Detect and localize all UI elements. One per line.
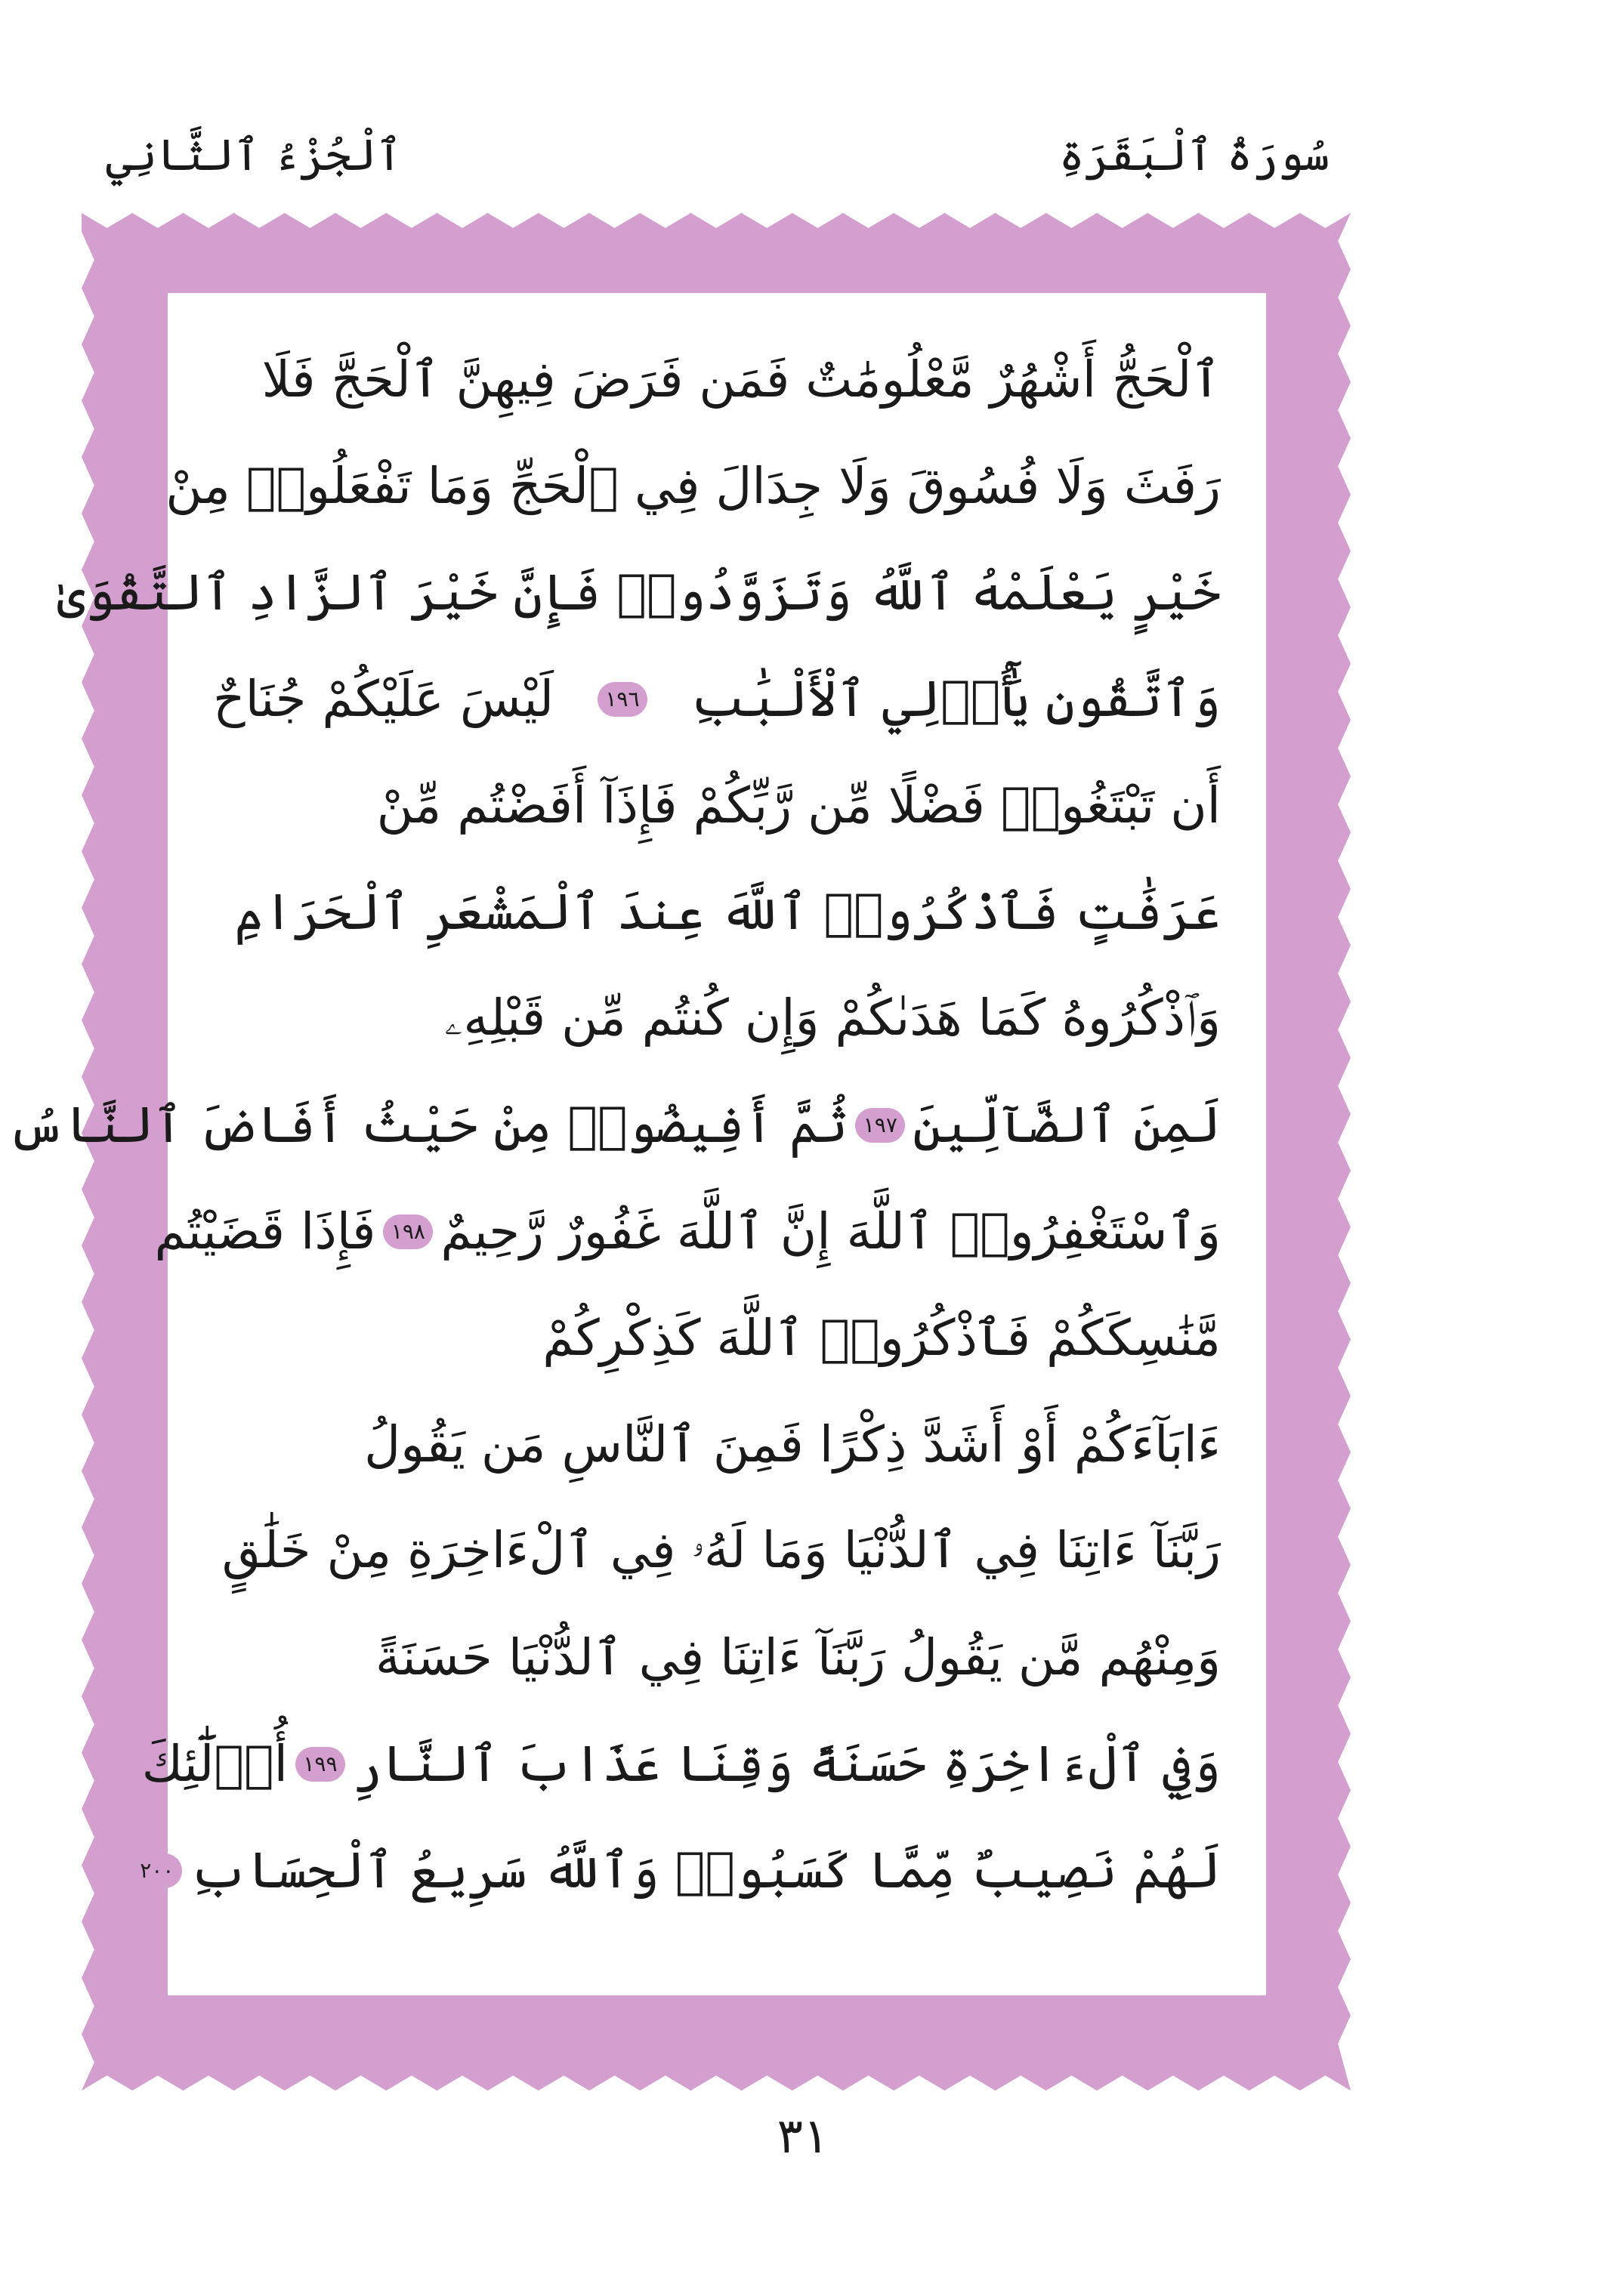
verse-text: لَهُمْ نَصِيبٌ مِّمَّا كَسَبُوا۟ وَٱللَّهُ سَرِيعُ ٱلْحِسَابِ (189, 1841, 1221, 1899)
verse-text: وَٱتَّقُونِ يَٰٓأُو۟لِي ٱلْأَلْبَٰبِ (690, 670, 1221, 728)
verse-text: ثُمَّ أَفِيضُوا۟ مِنْ حَيْثُ أَفَاضَ ٱلنَّاسُ (8, 1096, 848, 1154)
verse-line-10 (213, 1285, 1221, 1391)
ayah-number-marker: ١٩٧ (855, 1108, 905, 1143)
verse-line-14 (141, 1711, 1221, 1817)
verse-line-1 (213, 326, 1221, 433)
verse-text: وَٱسْتَغْفِرُوا۟ ٱللَّهَ إِنَّ ٱللَّهَ غَفُورٌ رَّحِيمٌ (440, 1202, 1221, 1261)
verse-line-8 (8, 1072, 1221, 1178)
page-number: ٣١ (777, 2109, 829, 2165)
verse-text: خَيْرٍ يَعْلَمْهُ ٱللَّهُ وَتَزَوَّدُوا۟ فَإِنَّ خَيْرَ ٱلزَّادِ ٱلتَّقْوَىٰ (57, 563, 1221, 622)
juz-title: ٱلْجُزْءُ ٱلثَّانِي (106, 129, 403, 181)
verse-text: لَيْسَ عَلَيْكُمْ جُنَاحٌ (213, 670, 554, 728)
verse-text: مَّنَٰسِكَكُمْ فَٱذْكُرُوا۟ ٱللَّهَ كَذِكْرِكُمْ (542, 1309, 1221, 1367)
verse-text: ءَابَآءَكُمْ أَوْ أَشَدَّ ذِكْرًا فَمِنَ ٱلنَّاسِ مَن يَقُولُ (364, 1415, 1221, 1474)
verse-line-5 (213, 752, 1221, 859)
verse-text: رَفَثَ وَلَا فُسُوقَ وَلَا جِدَالَ فِي ٱلْحَجِّ وَمَا تَفْعَلُوا۟ مِنْ (165, 457, 1221, 515)
verse-text: رَبَّنَآ ءَاتِنَا فِي ٱلدُّنْيَا وَمَا لَهُۥ فِي ٱلْءَاخِرَةِ مِنْ خَلَٰقٍ (221, 1521, 1221, 1579)
ayah-number-marker: ١٩٦ (598, 682, 647, 717)
verse-line-6 (213, 859, 1221, 965)
verse-line-7 (213, 965, 1221, 1072)
verse-text: أَن تَبْتَغُوا۟ فَضْلًا مِّن رَّبِّكُمْ فَإِذَآ أَفَضْتُم مِّنْ (376, 776, 1221, 835)
verse-text: وَمِنْهُم مَّن يَقُولُ رَبَّنَآ ءَاتِنَا فِي ٱلدُّنْيَا حَسَنَةً (375, 1628, 1221, 1687)
verse-text: عَرَفَٰتٍ فَٱذْكُرُوا۟ ٱللَّهَ عِندَ ٱلْمَشْعَرِ ٱلْحَرَامِ (234, 883, 1221, 941)
verse-text: أُو۟لَٰٓئِكَ (141, 1735, 288, 1793)
verse-line-3 (57, 539, 1221, 646)
verses-block (8, 326, 1221, 1924)
verse-line-4 (213, 646, 1221, 752)
ayah-number-marker: ٢٠٠ (132, 1853, 182, 1888)
verse-text: فَإِذَا قَضَيْتُم (154, 1202, 376, 1261)
verse-line-13 (213, 1604, 1221, 1711)
ayah-number-marker: ١٩٨ (383, 1214, 433, 1249)
verse-line-9 (154, 1178, 1221, 1285)
verse-text: لَمِنَ ٱلضَّآلِّينَ (913, 1096, 1221, 1154)
verse-line-11 (213, 1391, 1221, 1498)
surah-title: سُورَةُ ٱلْبَقَرَةِ (1058, 129, 1330, 181)
page-header (106, 113, 1330, 196)
verse-text: وَفِي ٱلْءَاخِرَةِ حَسَنَةً وَقِنَا عَذَابَ ٱلنَّارِ (352, 1735, 1221, 1793)
verse-line-2 (165, 433, 1221, 539)
verse-text: ٱلْحَجُّ أَشْهُرٌ مَّعْلُومَٰتٌ فَمَن فَرَضَ فِيهِنَّ ٱلْحَجَّ فَلَا (261, 350, 1221, 409)
verse-text: وَٱذْكُرُوهُ كَمَا هَدَىٰكُمْ وَإِن كُنتُم مِّن قَبْلِهِۦ (444, 989, 1221, 1047)
ayah-number-marker: ١٩٩ (295, 1747, 345, 1782)
verse-line-15 (140, 1817, 1221, 1924)
verse-line-12 (213, 1498, 1221, 1604)
text-panel (8, 293, 1266, 1995)
